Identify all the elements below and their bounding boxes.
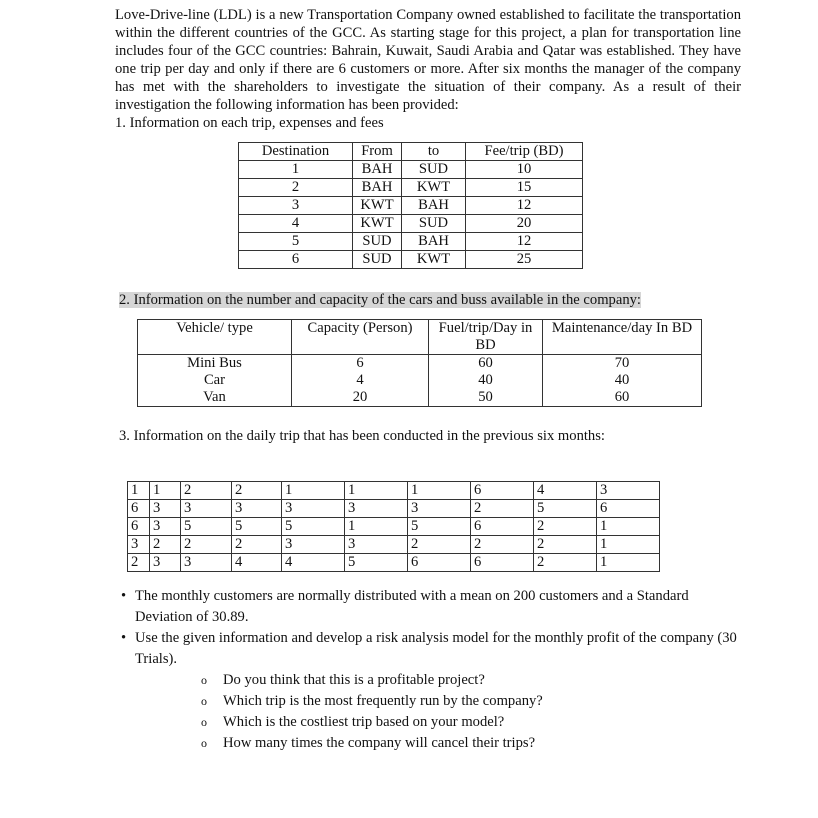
table-cell: 12 (466, 197, 583, 215)
table-cell: 2 (128, 554, 150, 572)
table-cell: 12 (466, 233, 583, 251)
table-cell: 5 (408, 518, 471, 536)
table-row (128, 518, 660, 536)
table-cell: 2 (181, 482, 232, 500)
table-cell: 1 (597, 554, 660, 572)
table-row (239, 143, 583, 161)
table-cell: 15 (466, 179, 583, 197)
table-cell: Destination (239, 143, 353, 161)
table-cell: Mini Bus (138, 355, 292, 373)
table-cell: 20 (292, 389, 429, 407)
question-item: o Which is the costliest trip based on your model? (223, 712, 741, 733)
table-cell: 5 (181, 518, 232, 536)
table-cell: 5 (232, 518, 282, 536)
table-cell: BAH (353, 161, 402, 179)
table-cell: 2 (232, 482, 282, 500)
table-cell: 1 (128, 482, 150, 500)
table-cell: 4 (534, 482, 597, 500)
table-cell: Vehicle/ type (138, 320, 292, 355)
table-cell: 5 (282, 518, 345, 536)
table-cell: KWT (402, 251, 466, 269)
table-cell: BAH (353, 179, 402, 197)
table-row (128, 554, 660, 572)
table-cell: 4 (282, 554, 345, 572)
table-cell: 3 (150, 554, 181, 572)
table-cell: 3 (128, 536, 150, 554)
table-cell: 50 (429, 389, 543, 407)
table-cell: 2 (239, 179, 353, 197)
table-cell: 2 (150, 536, 181, 554)
table-row (138, 372, 702, 389)
table-cell: BAH (402, 233, 466, 251)
table-row (138, 355, 702, 373)
table-cell: 1 (597, 518, 660, 536)
table-cell: 3 (181, 554, 232, 572)
table-cell: Fuel/trip/Day in BD (429, 320, 543, 355)
table-cell: 1 (408, 482, 471, 500)
table-row (128, 536, 660, 554)
document (115, 6, 741, 754)
table-cell: 60 (543, 389, 702, 407)
table-cell: Capacity (Person) (292, 320, 429, 355)
intro-paragraph: Love-Drive-line (LDL) is a new Transportation Company owned established to facilitate the transportation within the different countries of the GCC. As starting stage for this project, a plan for transportation line includes four of the GCC countries: Bahrain, Kuwait, Saudi Arabia and Qatar was established. They have one trip per day and only if there are 6 customers or more. After six months the manager of the company has met with the shareholders to investigate the situation of their company. As a result of their investigation the following information has been provided: (115, 7, 741, 113)
table-cell: 25 (466, 251, 583, 269)
table-cell: 1 (597, 536, 660, 554)
section-2-heading: 2. Information on the number and capacity of the cars and buss available in the company: (119, 292, 641, 308)
bullet-item: • Use the given information and develop a risk analysis model for the monthly profit of the company (30 Trials). o Do you think that this is a profitable project? o Which trip is the most frequently run by the company? o Which is the costliest trip based on your model? o How many times the company will cancel their trips? (135, 628, 741, 754)
table-row (239, 251, 583, 269)
table-cell: 1 (150, 482, 181, 500)
table-cell: 2 (471, 500, 534, 518)
table-cell: 1 (239, 161, 353, 179)
table-cell: 6 (239, 251, 353, 269)
table-cell: SUD (353, 251, 402, 269)
table-cell: 2 (232, 536, 282, 554)
table-cell: 3 (150, 518, 181, 536)
trips-table (238, 142, 583, 269)
table-row (239, 197, 583, 215)
table-cell: 5 (534, 500, 597, 518)
table-cell: 6 (408, 554, 471, 572)
table-cell: 40 (543, 372, 702, 389)
table-cell: 1 (345, 482, 408, 500)
table-cell: From (353, 143, 402, 161)
table-cell: 6 (471, 482, 534, 500)
table-cell: 5 (239, 233, 353, 251)
table-cell: 2 (534, 518, 597, 536)
table-cell: SUD (402, 161, 466, 179)
table-cell: 6 (471, 554, 534, 572)
vehicles-table (137, 319, 702, 407)
table-cell: Van (138, 389, 292, 407)
daily-trips-table (127, 481, 660, 572)
table-row (239, 179, 583, 197)
table-cell: Car (138, 372, 292, 389)
table-cell: 2 (181, 536, 232, 554)
table-cell: 3 (282, 500, 345, 518)
table-cell: 3 (345, 536, 408, 554)
table-cell: 3 (239, 197, 353, 215)
table-cell: 2 (471, 536, 534, 554)
table-cell: 6 (292, 355, 429, 373)
table-cell: 40 (429, 372, 543, 389)
table-cell: 4 (292, 372, 429, 389)
table-row (239, 233, 583, 251)
table-cell: 4 (232, 554, 282, 572)
table-cell: KWT (353, 197, 402, 215)
table-cell: 4 (239, 215, 353, 233)
table-cell: Maintenance/day In BD (543, 320, 702, 355)
table-cell: KWT (402, 179, 466, 197)
question-item: o Do you think that this is a profitable project? (223, 670, 741, 691)
table-cell: 3 (232, 500, 282, 518)
table-cell: 5 (345, 554, 408, 572)
table-cell: 6 (597, 500, 660, 518)
table-cell: 1 (345, 518, 408, 536)
bullet-item: • The monthly customers are normally distributed with a mean on 200 customers and a Standard Deviation of 30.89. (135, 586, 741, 628)
table-row (239, 161, 583, 179)
question-item: o Which trip is the most frequently run by the company? (223, 691, 741, 712)
table-cell: 10 (466, 161, 583, 179)
table-cell: 20 (466, 215, 583, 233)
table-cell: SUD (402, 215, 466, 233)
table-cell: 3 (150, 500, 181, 518)
table-cell: 1 (282, 482, 345, 500)
table-cell: 6 (128, 518, 150, 536)
table-cell: 3 (408, 500, 471, 518)
section-3-heading: 3. Information on the daily trip that has been conducted in the previous six months: (119, 428, 605, 444)
table-cell: BAH (402, 197, 466, 215)
question-list (135, 670, 741, 754)
bullet-list (115, 586, 741, 754)
section-1-heading: 1. Information on each trip, expenses and fees (115, 115, 384, 131)
table-cell: 60 (429, 355, 543, 373)
table-cell: 3 (345, 500, 408, 518)
question-item: o How many times the company will cancel their trips? (223, 733, 741, 754)
table-cell: 2 (408, 536, 471, 554)
table-row (138, 389, 702, 407)
table-row (138, 320, 702, 355)
table-cell: 6 (128, 500, 150, 518)
table-row (239, 215, 583, 233)
table-cell: Fee/trip (BD) (466, 143, 583, 161)
table-cell: 70 (543, 355, 702, 373)
table-row (128, 500, 660, 518)
table-cell: 6 (471, 518, 534, 536)
table-cell: SUD (353, 233, 402, 251)
table-cell: 3 (597, 482, 660, 500)
table-cell: 2 (534, 554, 597, 572)
table-row (128, 482, 660, 500)
table-cell: to (402, 143, 466, 161)
table-cell: 3 (181, 500, 232, 518)
table-cell: 3 (282, 536, 345, 554)
table-cell: 2 (534, 536, 597, 554)
table-cell: KWT (353, 215, 402, 233)
